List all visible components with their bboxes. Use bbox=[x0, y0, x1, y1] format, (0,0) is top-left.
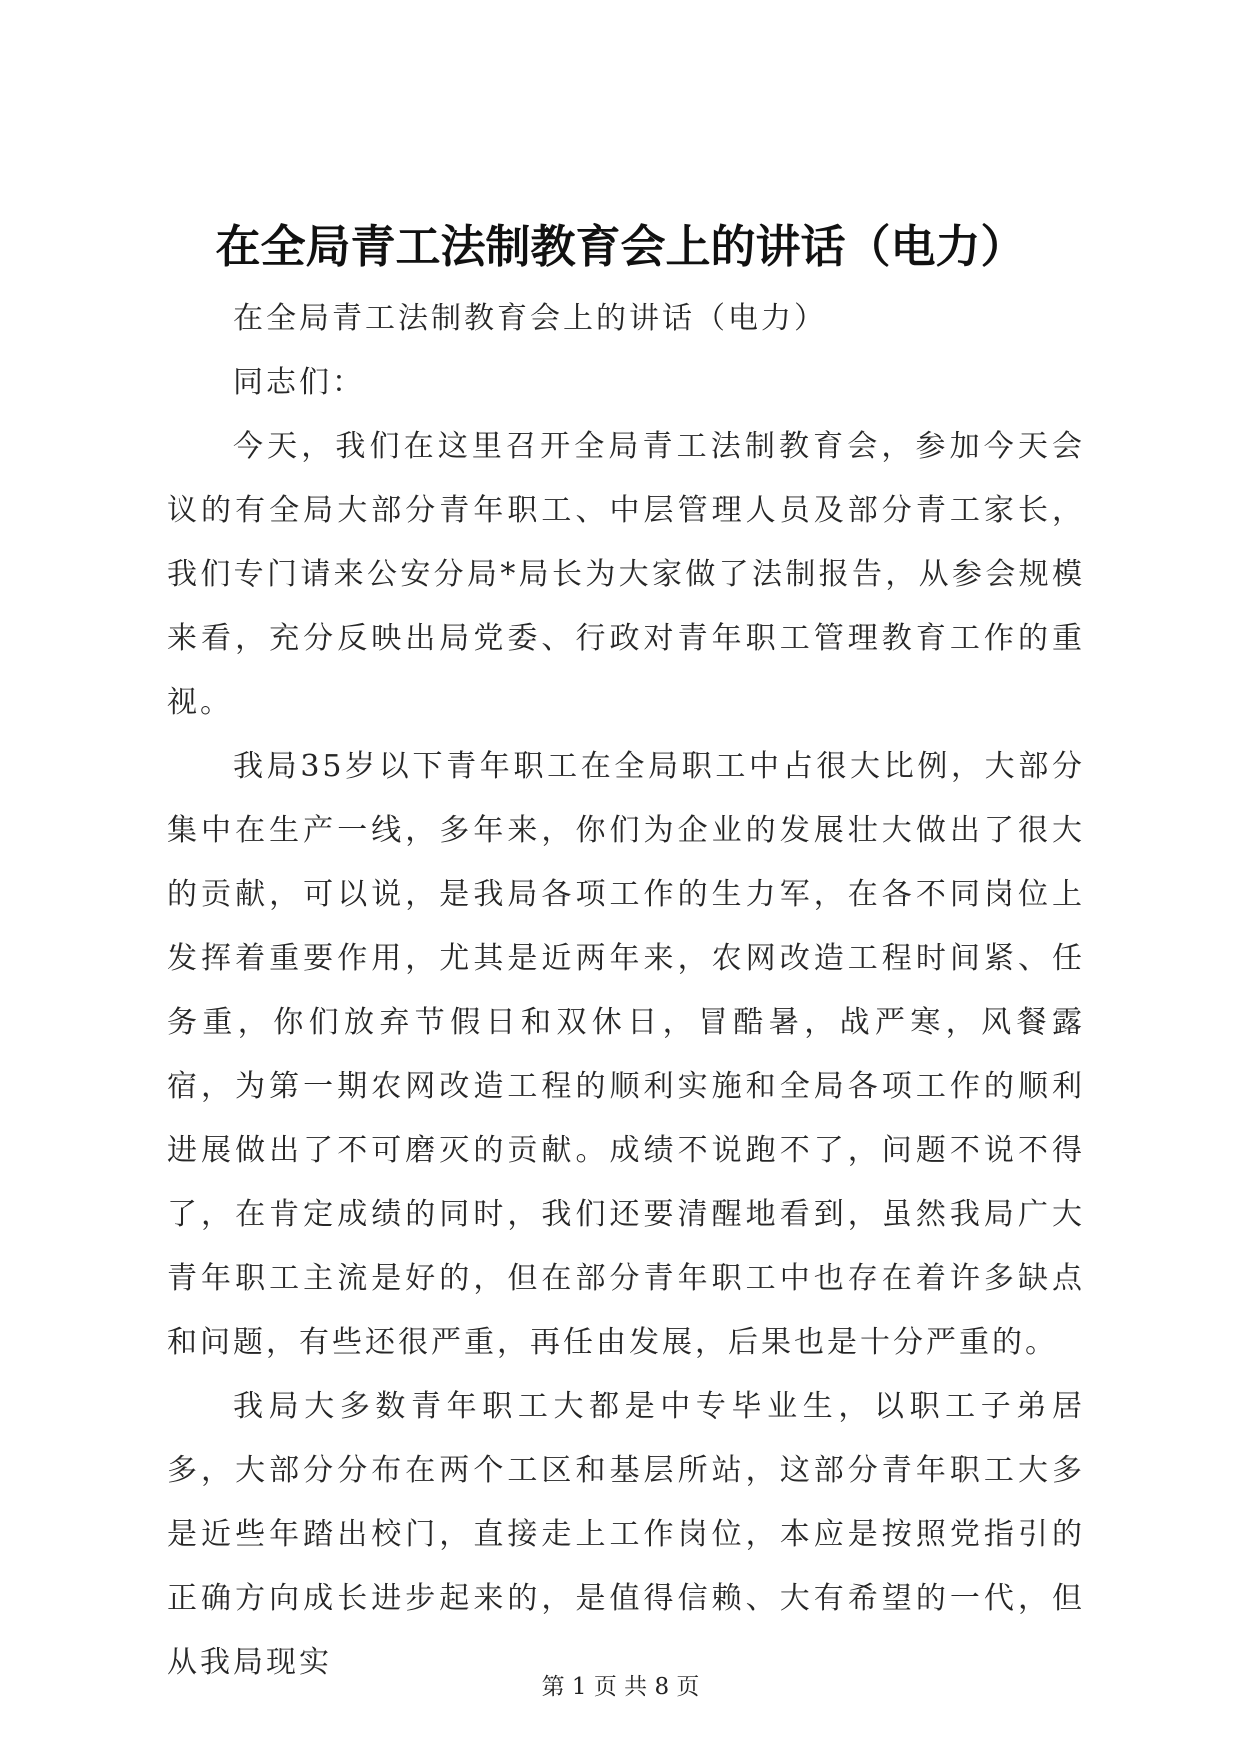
document-body bbox=[167, 287, 1085, 1695]
paragraph: 我局大多数青年职工大都是中专毕业生，以职工子弟居多，大部分分布在两个工区和基层所站，这部分青年职工大多是近些年踏出校门，直接走上工作岗位，本应是按照党指引的正确方向成长进步起来的，是值得信赖、大有希望的一代，但从我局现实 bbox=[167, 1389, 1085, 1680]
paragraph-salutation: 同志们： bbox=[233, 365, 365, 400]
paragraph: 今天，我们在这里召开全局青工法制教育会，参加今天会议的有全局大部分青年职工、中层管理人员及部分青工家长，我们专门请来公安分局*局长为大家做了法制报告，从参会规模来看，充分反映出局党委、行政对青年职工管理教育工作的重视。 bbox=[167, 429, 1085, 720]
document-title: 在全局青工法制教育会上的讲话（电力） bbox=[215, 220, 1026, 273]
paragraph-subtitle: 在全局青工法制教育会上的讲话（电力） bbox=[233, 301, 827, 336]
paragraph: 我局35岁以下青年职工在全局职工中占很大比例，大部分集中在生产一线，多年来，你们为企业的发展壮大做出了很大的贡献，可以说，是我局各项工作的生力军，在各不同岗位上发挥着重要作用，尤其是近两年来，农网改造工程时间紧、任务重，你们放弃节假日和双休日，冒酷暑，战严寒，风餐露宿，为第一期农网改造工程的顺利实施和全局各项工作的顺利进展做出了不可磨灭的贡献。成绩不说跑不了，问题不说不得了，在肯定成绩的同时，我们还要清醒地看到，虽然我局广大青年职工主流是好的，但在部分青年职工中也存在着许多缺点和问题，有些还很严重，再任由发展，后果也是十分严重的。 bbox=[167, 749, 1085, 1360]
page-footer: 第 1 页 共 8 页 bbox=[541, 1674, 700, 1700]
